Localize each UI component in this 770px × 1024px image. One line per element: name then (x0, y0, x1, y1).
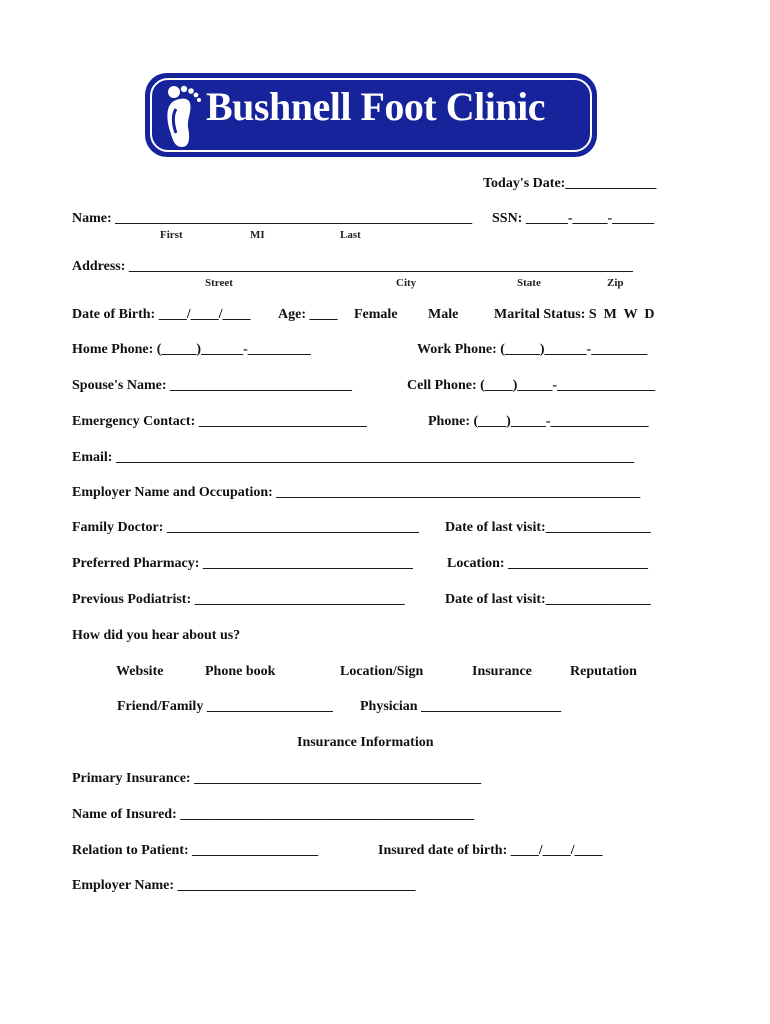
age-field[interactable]: Age: ____ (278, 307, 338, 322)
podiatrist-last-visit-field[interactable]: Date of last visit:_______________ (445, 592, 651, 607)
male-option[interactable]: Male (428, 307, 459, 322)
option-location-sign[interactable]: Location/Sign (340, 664, 424, 679)
ssn-field[interactable]: SSN: ______-_____-______ (492, 211, 655, 226)
last-name-caption: Last (340, 229, 361, 241)
option-reputation[interactable]: Reputation (570, 664, 637, 679)
female-option[interactable]: Female (354, 307, 398, 322)
foot-icon (160, 79, 206, 151)
middle-initial-caption: MI (250, 229, 265, 241)
city-caption: City (396, 277, 417, 289)
friend-family-field[interactable]: Friend/Family __________________ (117, 699, 333, 714)
relation-to-patient-field[interactable]: Relation to Patient: __________________ (72, 843, 319, 858)
pharmacy-location-field[interactable]: Location: ____________________ (447, 556, 649, 571)
physician-field[interactable]: Physician ____________________ (360, 699, 562, 714)
email-field[interactable]: Email: __________________________________________________________________________ (72, 450, 634, 465)
insured-dob-field[interactable]: Insured date of birth: ____/____/____ (378, 843, 603, 858)
dob-field[interactable]: Date of Birth: ____/____/____ (72, 307, 251, 322)
primary-insurance-field[interactable]: Primary Insurance: _________________________________________ (72, 771, 482, 786)
podiatrist-field[interactable]: Previous Podiatrist: ______________________________ (72, 592, 405, 607)
employer-name-field[interactable]: Employer Name: __________________________________ (72, 878, 416, 893)
option-insurance[interactable]: Insurance (472, 664, 532, 679)
state-caption: State (517, 277, 541, 289)
emergency-contact-field[interactable]: Emergency Contact: ________________________ (72, 414, 367, 429)
spouse-name-field[interactable]: Spouse's Name: __________________________ (72, 378, 353, 393)
todays-date-field[interactable]: Today's Date:_____________ (483, 176, 657, 191)
family-doctor-field[interactable]: Family Doctor: ____________________________________ (72, 520, 419, 535)
work-phone-field[interactable]: Work Phone: (_____)______-________ (417, 342, 648, 357)
insurance-heading: Insurance Information (297, 735, 434, 750)
marital-status-field[interactable]: Marital Status: S M W D (494, 307, 655, 322)
street-caption: Street (205, 277, 233, 289)
doctor-last-visit-field[interactable]: Date of last visit:_______________ (445, 520, 651, 535)
referral-question: How did you hear about us? (72, 628, 241, 643)
first-name-caption: First (160, 229, 183, 241)
home-phone-field[interactable]: Home Phone: (_____)______-_________ (72, 342, 311, 357)
clinic-name: Bushnell Foot Clinic (206, 84, 545, 129)
option-phone-book[interactable]: Phone book (205, 664, 276, 679)
employer-occupation-field[interactable]: Employer Name and Occupation: ____________________________________________________ (72, 485, 641, 500)
zip-caption: Zip (607, 277, 624, 289)
pharmacy-field[interactable]: Preferred Pharmacy: ______________________________ (72, 556, 413, 571)
clinic-logo (145, 73, 597, 157)
option-website[interactable]: Website (116, 664, 164, 679)
name-of-insured-field[interactable]: Name of Insured: __________________________________________ (72, 807, 475, 822)
address-field[interactable]: Address: ________________________________________________________________________ (72, 259, 633, 274)
name-field[interactable]: Name: ___________________________________________________ (72, 211, 473, 226)
cell-phone-field[interactable]: Cell Phone: (____)_____-______________ (407, 378, 656, 393)
emergency-phone-field[interactable]: Phone: (____)_____-______________ (428, 414, 649, 429)
